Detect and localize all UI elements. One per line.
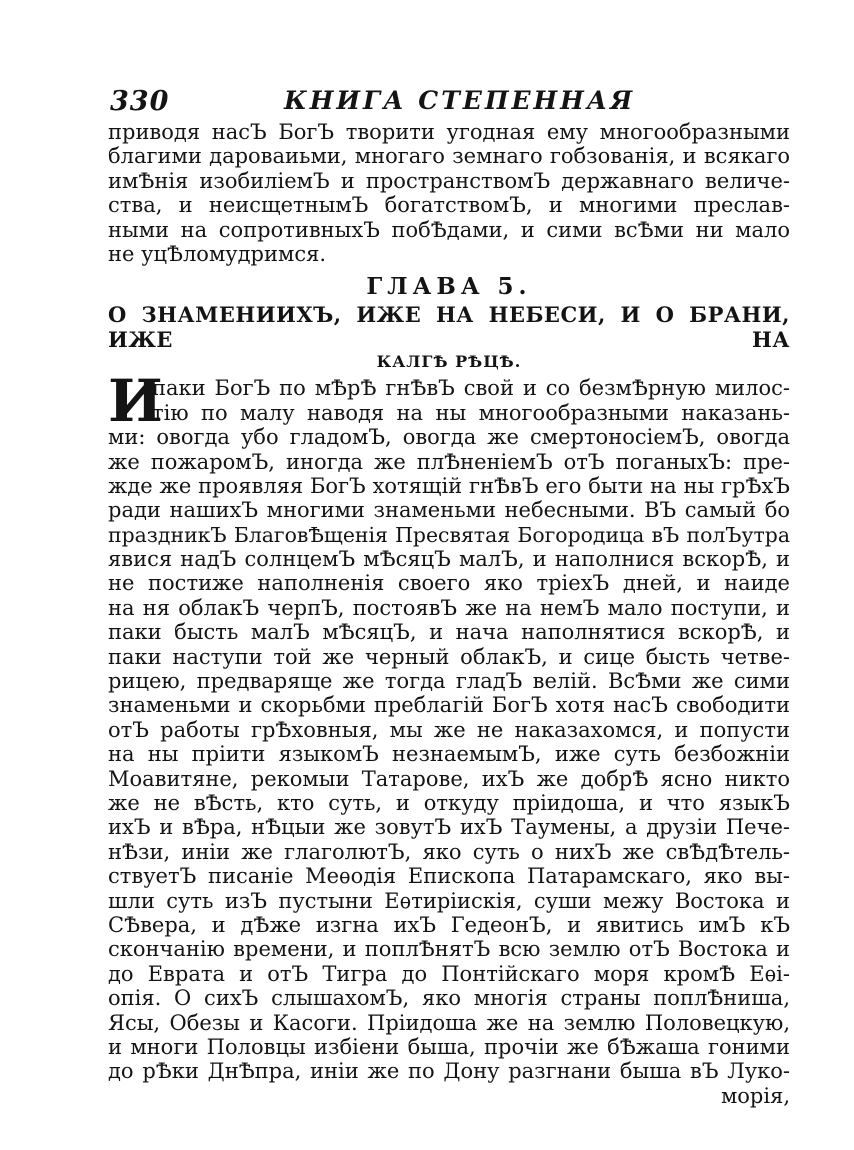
running-head: [108, 80, 790, 120]
text-line: Ясы, Обезы и Касоги. Пріидоша же на землю Половецкую,: [108, 1010, 790, 1035]
text-line: паки БогЪ по мѢрѢ гнѢвЪ свой и со безмѢрную милос-: [152, 376, 790, 401]
text-line: тію по малу наводя на ны многообразными наказань-: [152, 400, 790, 425]
text-line: опія. О сихЪ слышахомЪ, яко многія страны поплѢниша,: [108, 986, 790, 1011]
text-line: ради нашихЪ многими знаменьми небесными. ВЪ самый бо: [108, 498, 790, 523]
text-line: знаменьми и скорьбми преблагій БогЪ хотя насЪ свободити: [108, 693, 790, 718]
text-line: не уцѢломудримся.: [108, 241, 327, 266]
intro-paragraph: [108, 120, 790, 266]
text-line: Моавитяне, рекомыи Татарове, ихЪ же добрѢ ясно никто: [108, 766, 790, 791]
text-line: нѢзи, иніи же глаголютЪ, яко суть о нихЪ же свѢдѢтель-: [108, 839, 790, 864]
page-number: 330: [110, 86, 170, 117]
text-line: до рѢки ДнѢпра, иніи же по Дону разгнани быша вЪ Луко-: [108, 1059, 790, 1084]
text-line: до Еврата и отЪ Тигра до Понтійскаго моря кромѢ Еѳі-: [108, 961, 790, 986]
text-line: паки наступи той же черный облакЪ, и сице бысть четве-: [108, 644, 790, 669]
chapter-body: [108, 367, 790, 1108]
text-line: благими дароваиьми, многаго земнаго гобзованія, и всякаго: [108, 144, 790, 169]
text-line: паки бысть малЪ мѢсяцЪ, и нача наполнятися вскорѢ, и: [108, 620, 790, 645]
drop-cap-initial: И: [108, 367, 163, 436]
text-line: же не вѢсть, кто суть, и откуду пріидоша, и что языкЪ: [108, 790, 790, 815]
catchword: морія,: [720, 1083, 790, 1108]
text-line: не постиже наполненія своего яко тріехЪ дней, и наиде: [108, 571, 790, 596]
text-line: имѢнія изобиліемЪ и пространствомЪ державнаго величе-: [108, 168, 790, 193]
text-line: и многи Половцы избіени быша, прочіи же бѢжаша гоними: [108, 1034, 790, 1059]
text-line: ми: овогда убо гладомЪ, овогда же смертоносіемЪ, овогда: [108, 425, 790, 450]
text-line: рицею, предваряще же тогда гладЪ велій. ВсѢми же сими: [108, 669, 790, 694]
chapter-title-line: КАЛГѢ РѢЦѢ.: [376, 352, 522, 372]
chapter-title: [108, 302, 790, 372]
text-line: ствуетЪ писаніе Меѳодія Епископа Патарамскаго, яко вы-: [108, 864, 790, 889]
text-line: отЪ работы грѢховныя, мы же не наказахомся, и попусти: [108, 717, 790, 742]
text-line: приводя насЪ БогЪ творити угодная ему многообразными: [108, 120, 790, 144]
chapter-heading: ГЛАВА 5.: [366, 273, 532, 301]
text-line: на ня облакЪ черпЪ, постоявЪ же на немЪ мало поступи, и: [108, 595, 790, 620]
book-title: КНИГА СТЕПЕННАЯ: [284, 86, 636, 115]
chapter-title-line: О ЗНАМЕНИИХЪ, ИЖЕ НА НЕБЕСИ, И О БРАНИ, ИЖЕ НА: [108, 302, 790, 353]
text-line: ства, и неисщетнымЪ богатствомЪ, и многими преслав-: [108, 193, 790, 218]
book-page: [108, 80, 790, 1108]
text-line: жде же проявляя БогЪ хотящій гнѢвЪ его быти на ны грѢхЪ: [108, 473, 790, 498]
text-line: на ны пріити языкомЪ незнаемымЪ, иже суть безбожніи: [108, 742, 790, 767]
text-line: шли суть изЪ пустыни Еѳтиріискія, суши межу Востока и: [108, 888, 790, 913]
text-line: СѢвера, и дѢже изгна ихЪ ГедеонЪ, и явитись имЪ кЪ: [108, 912, 790, 937]
text-line: ными на сопротивныхЪ побѢдами, и сими всѢми ни мало: [108, 217, 790, 242]
text-line: праздникЪ БлаговѢщенія Пресвятая Богородица вЪ полЪутра: [108, 522, 790, 547]
text-line: ихЪ и вѢра, нѢцыи же зовутЪ ихЪ Таумены, а друзіи Пече-: [108, 815, 790, 840]
text-line: же пожаромЪ, иногда же плѢненіемЪ отЪ поганыхЪ: пре-: [108, 449, 790, 474]
text-line: явися надЪ солнцемЪ мѢсяцЪ малЪ, и наполнися вскорѢ, и: [108, 547, 790, 572]
text-line: скончанію времени, и поплѢнятЪ всю землю отЪ Востока и: [108, 937, 790, 962]
